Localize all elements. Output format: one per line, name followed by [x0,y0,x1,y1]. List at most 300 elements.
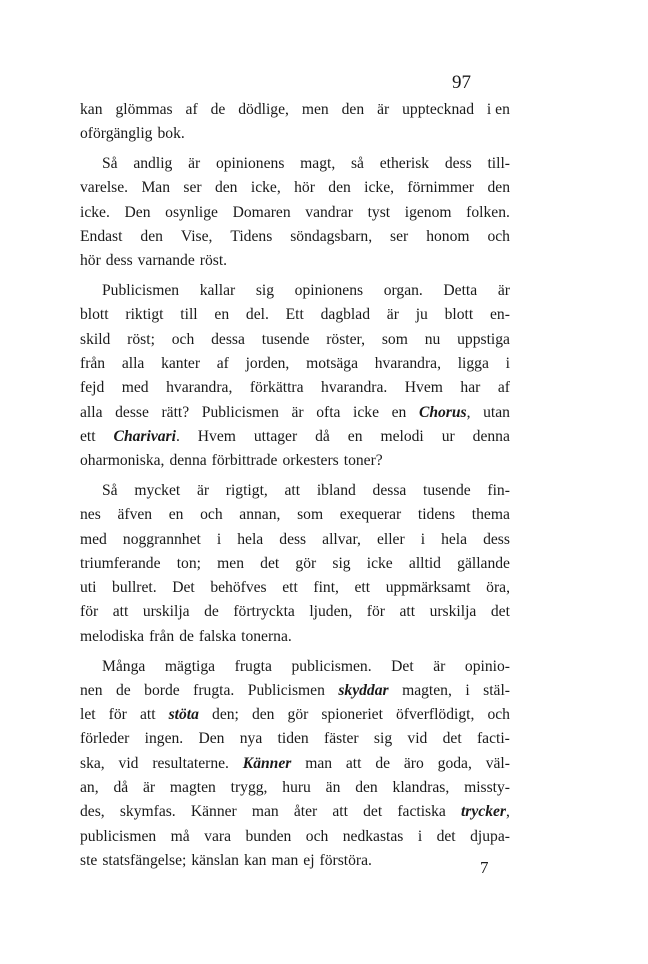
word: falska [198,627,237,645]
word: förtryckta [233,603,295,621]
word: nen [80,681,103,699]
word: Man [141,179,171,197]
word: en- [489,306,510,324]
word: det [363,803,383,821]
word: man [251,803,279,821]
word: oförgänglig [80,125,153,143]
word: upptecknad [402,101,474,118]
word: de [179,627,194,645]
word: uttager [253,427,298,445]
word: och [487,706,510,724]
word: nya [239,730,263,748]
word: exequerar [339,506,402,524]
text-line [80,503,510,527]
word: kan [243,851,267,869]
word: fin- [487,481,510,499]
word: men [301,101,329,118]
word: rigtigt, [225,481,268,499]
word: förstöra. [319,851,372,869]
word: utan [483,403,510,421]
word: har [460,379,481,397]
word: Publicismen [201,403,279,421]
word: alla [80,403,103,421]
signature-mark: 7 [480,858,489,877]
word: blott [80,306,109,324]
word: den [251,706,275,724]
word: honom [426,227,470,245]
word: let [80,706,96,724]
word: Den [124,203,151,221]
word: stäl- [483,681,510,699]
word: gör [295,554,317,572]
text-line [80,425,510,449]
word: desse [115,403,149,421]
word: noggrannhet [122,530,201,548]
word: allvar, [322,530,361,548]
word: af [216,354,229,372]
word: Publicismen [247,681,325,699]
word: eller [376,530,405,548]
text-line [80,122,510,146]
word: folken. [466,203,510,221]
text-line [80,528,510,552]
paragraph [80,98,510,147]
word: de [210,101,226,118]
word: Den [198,730,225,748]
word: är [142,779,156,797]
word: dess [483,530,510,548]
word: icke, [250,179,281,197]
word: men [217,554,244,572]
word: huru [282,779,311,797]
word: som [297,506,324,524]
text-line [80,479,510,503]
word: uti [80,579,97,597]
word: Hvem [404,379,443,397]
text-line [80,849,510,873]
word: andlig [133,155,173,173]
word: den [214,179,238,197]
word: ljuden, [309,603,353,621]
text-line [80,727,510,751]
word: och [305,827,329,845]
word: är [196,481,210,499]
text-line [80,98,510,122]
word: den [140,227,163,245]
text-line [80,800,510,824]
word: är [433,657,446,675]
word: resultaterne. [152,754,229,772]
word: vid [118,754,139,772]
word: frugta. [193,681,235,699]
word: en [214,306,230,324]
word: toner? [343,452,383,470]
word: en [347,427,363,445]
word: är [497,282,510,300]
word: det [260,554,280,572]
word: ton; [176,554,201,572]
word: blott [444,306,474,324]
word: den [487,179,510,197]
word: Det [391,657,414,675]
word: ur [441,427,455,445]
word: des, [80,803,105,821]
text-line [80,625,510,649]
word: öfverflödigt, [396,706,475,724]
text-line [80,825,510,849]
word: riktigt [125,306,164,324]
word: det [436,827,456,845]
word: förkättra [249,379,304,397]
word: i [465,681,470,699]
word: må [170,827,190,845]
text-line [80,679,510,703]
word: dess [105,252,133,270]
word: bunden [245,827,292,845]
word: opinio- [464,657,510,675]
word: skyddar [338,681,389,699]
word: de [375,754,391,772]
text-line [80,225,510,249]
word: förnimmer [407,179,475,197]
word: melodiska [80,627,145,645]
word: från [80,354,106,372]
word: hvarandra. [321,379,388,397]
word: i [420,530,426,548]
word: icke. [80,203,110,221]
word: är [386,306,399,324]
word: ser [390,227,409,245]
word: kanter [161,354,201,372]
word: en [391,403,407,421]
word: melodi [380,427,424,445]
word: missty- [464,779,510,797]
word: den [341,101,365,118]
word: tonerna. [241,627,292,645]
word: del. [245,306,269,324]
word: Känner [190,803,237,821]
word: af [185,101,198,118]
word: igenom [404,203,452,221]
word: skild [80,330,111,348]
word: varelse. [80,179,129,197]
word: Det [172,579,195,597]
text-line [80,600,510,624]
text-line [80,328,510,352]
word: jorden, [245,354,290,372]
word: skymfas. [119,803,176,821]
word: för [108,706,127,724]
word: ofta [316,403,341,421]
word: mägtiga [164,657,216,675]
word: den [355,779,378,797]
word: med [121,379,149,397]
word: äro [403,754,424,772]
word: annan, [239,506,281,524]
word: röst. [199,252,228,270]
word: ett [354,579,371,597]
word: fint, [313,579,339,597]
word: hvarandra, [166,379,233,397]
word: klandras, [392,779,450,797]
word: Chorus, [418,403,471,421]
word: spioneriet [321,706,383,724]
word: Känner [242,754,292,772]
word: ett [80,427,96,445]
text-line [80,401,510,425]
word: dödlige, [238,101,289,118]
word: Hvem [197,427,236,445]
word: från [149,627,175,645]
text-line [80,249,510,273]
word: tiden [277,730,309,748]
word: då [113,779,129,797]
word: uppmärksamt [385,579,471,597]
word: till- [487,155,510,173]
word: alltid [408,554,441,572]
word: hela [441,530,468,548]
word: Endast [80,227,123,245]
word: ibland [316,481,356,499]
text-line [80,201,510,225]
word: ju [415,306,428,324]
word: är [377,101,390,118]
word: sig [373,730,393,748]
word: organ. [383,282,423,300]
word: varnande [137,252,195,270]
text-line [80,352,510,376]
word: åter [293,803,318,821]
word: icke [366,554,393,572]
word: en [168,506,184,524]
word: kallar [199,282,236,300]
word: magten [169,779,216,797]
word: gör [287,706,309,724]
word: Tidens [230,227,273,245]
word: röst; [127,330,155,348]
word: mycket [134,481,181,499]
paragraph [80,152,510,273]
word: motsäga [306,354,359,372]
word: Domaren [232,203,291,221]
body-text [80,98,510,873]
word: Många [102,657,146,675]
word: ej [303,851,315,869]
word: man [271,851,299,869]
word: Så [102,481,118,499]
word: med [80,530,107,548]
word: borde [144,681,180,699]
word: det [490,603,510,621]
word: är [291,403,304,421]
word: förbittrade [211,452,278,470]
word: att [332,803,348,821]
word: etherisk [379,155,430,173]
word: opinionens [294,282,364,300]
word: tusende [261,330,310,348]
word: icke [353,403,380,421]
word: bullret. [112,579,157,597]
word: tusende [423,481,471,499]
word: trygg, [230,779,268,797]
word: till [180,306,198,324]
word: publicismen. [291,657,372,675]
word: så [350,155,364,173]
word: dagblad [320,306,370,324]
word: Detta [443,282,478,300]
word: factiska [397,803,446,821]
text-line [80,279,510,303]
text-line [80,376,510,400]
word: thema [471,506,510,524]
word: gällande [457,554,510,572]
word: känslan [191,851,239,869]
word: Ett [285,306,304,324]
word: nedkastas [342,827,404,845]
word: vara [204,827,232,845]
word: som [381,330,408,348]
word: bok. [157,125,185,143]
paragraph [80,479,510,649]
word: i [216,530,222,548]
word: i [505,354,510,372]
word: öra, [486,579,510,597]
word: Charivari. [113,427,180,445]
text-line [80,776,510,800]
word: icke, [364,179,395,197]
word: tyst [367,203,391,221]
text-line [80,552,510,576]
word: djupa- [470,827,510,845]
word: frugta [234,657,272,675]
word: och [171,330,195,348]
word: ste [80,851,98,869]
word: att [284,481,301,499]
word: behöfves [210,579,267,597]
word: fejd [80,379,105,397]
word: sig [332,554,351,572]
word: denna [472,427,510,445]
word: och [487,227,510,245]
word: dessa [372,481,407,499]
text-line [80,303,510,327]
word: ligga [457,354,489,372]
paragraph [80,279,510,473]
word: det [442,730,462,748]
word: ett [282,579,298,597]
word: dess [279,530,307,548]
word: är [188,155,201,173]
word: goda, [437,754,472,772]
word: publicismen [80,827,157,845]
word: i en [486,101,510,118]
word: triumferande [80,554,161,572]
word: Vise, [180,227,213,245]
word: i [417,827,423,845]
word: uppstiga [457,330,510,348]
word: tidens [417,506,456,524]
word: nu [424,330,441,348]
text-line [80,152,510,176]
word: fäster [324,730,359,748]
word: kan [80,101,103,118]
word: an, [80,779,99,797]
word: orkesters [282,452,339,470]
word: äfven [117,506,153,524]
word: hela [237,530,264,548]
word: af [497,379,510,397]
word: hvarandra, [374,354,441,372]
word: ska, [80,754,105,772]
word: urskilja [142,603,190,621]
word: alla [121,354,145,372]
text-line [80,703,510,727]
word: för [80,603,99,621]
word: förleder [80,730,130,748]
word: hör [294,179,315,197]
word: denna [169,452,207,470]
word: vandrar [305,203,353,221]
word: då [315,427,330,445]
text-line [80,449,510,473]
word: och [200,506,223,524]
paragraph [80,655,510,874]
word: ingen. [144,730,184,748]
word: dessa [211,330,245,348]
page-number: 97 [452,72,471,93]
word: att [345,754,362,772]
word: rätt? [161,403,190,421]
word: osynlige [165,203,218,221]
word: den [328,179,351,197]
word: glömmas [115,101,173,118]
word: att [139,706,156,724]
word: de [204,603,219,621]
word: stöta [168,706,199,724]
word: dess [444,155,472,173]
word: ser [183,179,202,197]
word: trycker, [460,803,510,821]
word: magt, [300,155,336,173]
word: hör [80,252,101,270]
word: magten, [402,681,452,699]
text-line [80,655,510,679]
text-line [80,576,510,600]
word: statsfängelse; [102,851,187,869]
word: facti- [476,730,510,748]
word: väl- [485,754,510,772]
word: nes [80,506,101,524]
word: röster, [326,330,365,348]
word: oharmoniska, [80,452,165,470]
word: att [112,603,129,621]
text-line [80,752,510,776]
word: opinionens [215,155,285,173]
word: söndagsbarn, [290,227,373,245]
word: att [399,603,416,621]
word: man [305,754,333,772]
word: sig [255,282,275,300]
word: den; [212,706,239,724]
text-line [80,176,510,200]
word: Så [102,155,118,173]
word: de [115,681,131,699]
word: än [325,779,341,797]
word: urskilja [429,603,477,621]
word: vid [407,730,428,748]
word: Publicismen [102,282,180,300]
word: för [366,603,385,621]
